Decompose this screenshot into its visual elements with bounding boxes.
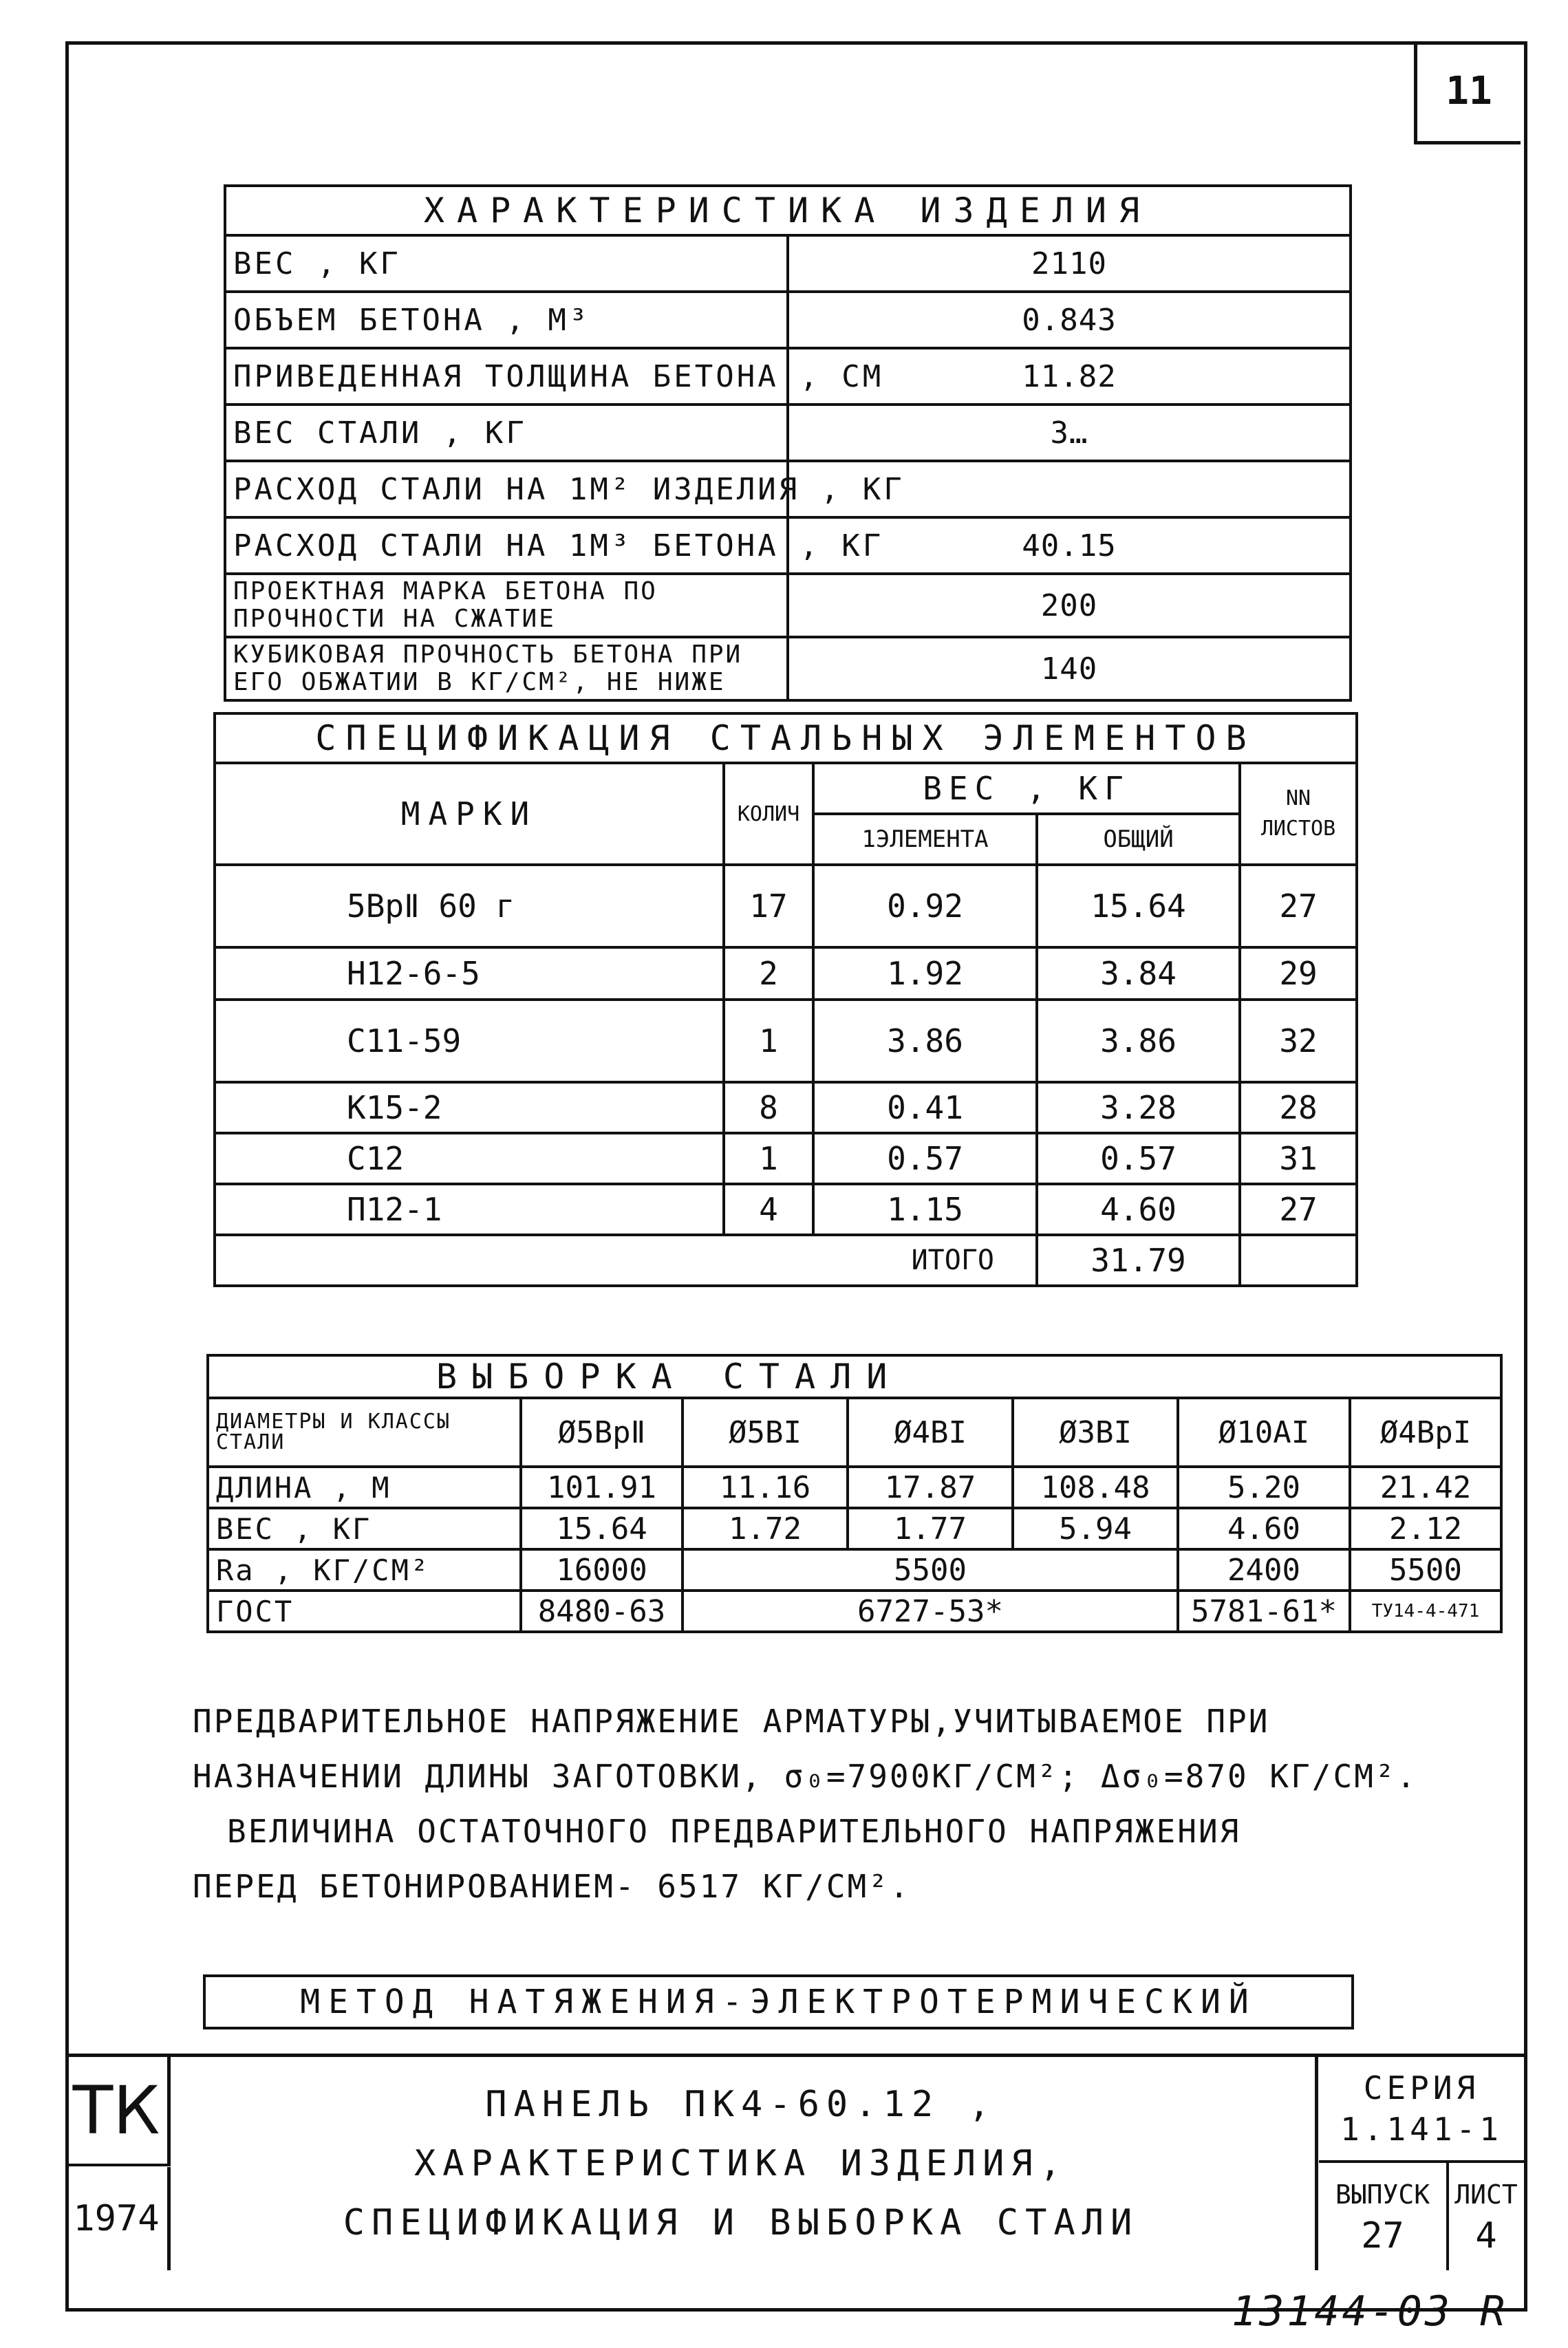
spec-qty: 2 — [724, 947, 813, 1000]
steel-col: Ø5ВрⅡ — [521, 1398, 683, 1467]
spec-mark: К15-2 — [215, 1082, 724, 1133]
steel-weight-label: ВЕС , КГ — [208, 1508, 521, 1549]
steel-cell: 15.64 — [521, 1508, 683, 1549]
steel-length-label: ДЛИНА , М — [208, 1467, 521, 1508]
spec-total-empty — [1240, 1235, 1357, 1286]
spec-total-value: 31.79 — [1037, 1235, 1240, 1286]
steel-cell: 5500 — [683, 1549, 1178, 1591]
spec-header-sheets: NN ЛИСТОВ — [1240, 763, 1357, 865]
spec-qty: 1 — [724, 1133, 813, 1184]
char-value: 3… — [788, 405, 1351, 461]
char-value: 140 — [788, 637, 1351, 700]
table-row — [208, 1467, 1501, 1508]
year: 1974 — [65, 2167, 171, 2270]
spec-sheet: 31 — [1240, 1133, 1357, 1184]
steel-cell: 5.94 — [1013, 1508, 1178, 1549]
spec-one: 3.86 — [813, 1000, 1037, 1082]
steel-ra-label: Rа , КГ/СМ² — [208, 1549, 521, 1591]
steel-cell: 1.77 — [848, 1508, 1013, 1549]
table-row — [225, 348, 1351, 405]
char-value: 2110 — [788, 235, 1351, 292]
spec-total-label: ИТОГО — [215, 1235, 1037, 1286]
steel-title: ВЫБОРКА СТАЛИ — [208, 1355, 1501, 1398]
note-line: НАЗНАЧЕНИИ ДЛИНЫ ЗАГОТОВКИ, σ₀=7900КГ/СМ²; Δσ₀=870 КГ/СМ². — [193, 1758, 1418, 1795]
drawing-title — [167, 2057, 1318, 2270]
table-row — [225, 574, 1351, 637]
sheet-box — [1448, 2160, 1524, 2270]
note-line: ПРЕДВАРИТЕЛЬНОЕ НАПРЯЖЕНИЕ АРМАТУРЫ,УЧИТЫВАЕМОЕ ПРИ — [193, 1703, 1270, 1740]
issue-box — [1319, 2160, 1449, 2270]
spec-one: 1.15 — [813, 1184, 1037, 1235]
spec-mark: П12-1 — [215, 1184, 724, 1235]
char-label: ОБЪЕМ БЕТОНА , М³ — [225, 292, 788, 348]
title-line: СПЕЦИФИКАЦИЯ И ВЫБОРКА СТАЛИ — [343, 2202, 1139, 2243]
char-label: ВЕС СТАЛИ , КГ — [225, 405, 788, 461]
steel-table — [206, 1354, 1503, 1633]
spec-total: 4.60 — [1037, 1184, 1240, 1235]
steel-cell: 6727-53* — [683, 1591, 1178, 1632]
note-line: ПЕРЕД БЕТОНИРОВАНИЕМ- 6517 КГ/СМ². — [193, 1868, 911, 1905]
steel-cell: 16000 — [521, 1549, 683, 1591]
spec-mark: 5ВрⅡ 60 г — [215, 865, 724, 947]
tension-method: МЕТОД НАТЯЖЕНИЯ-ЭЛЕКТРОТЕРМИЧЕСКИЙ — [203, 1974, 1354, 2029]
spec-total: 3.84 — [1037, 947, 1240, 1000]
table-row — [225, 235, 1351, 292]
spec-qty: 8 — [724, 1082, 813, 1133]
spec-qty: 1 — [724, 1000, 813, 1082]
spec-one: 0.41 — [813, 1082, 1037, 1133]
note-line: ВЕЛИЧИНА ОСТАТОЧНОГО ПРЕДВАРИТЕЛЬНОГО НАПРЯЖЕНИЯ — [227, 1813, 1241, 1850]
char-value: 200 — [788, 574, 1351, 637]
steel-cell: 17.87 — [848, 1467, 1013, 1508]
steel-cell: 4.60 — [1178, 1508, 1350, 1549]
spec-total: 3.28 — [1037, 1082, 1240, 1133]
spec-mark: Н12-6-5 — [215, 947, 724, 1000]
table-row — [208, 1508, 1501, 1549]
spec-mark: С11-59 — [215, 1000, 724, 1082]
steel-cell: 11.16 — [683, 1467, 848, 1508]
spec-one: 1.92 — [813, 947, 1037, 1000]
steel-cell: ТУ14-4-471 — [1350, 1591, 1501, 1632]
sheet-value: 4 — [1475, 2215, 1497, 2257]
char-label: РАСХОД СТАЛИ НА 1М³ БЕТОНА , КГ — [225, 517, 788, 574]
steel-cell: 8480-63 — [521, 1591, 683, 1632]
table-row — [208, 1549, 1501, 1591]
char-label: РАСХОД СТАЛИ НА 1М² ИЗДЕЛИЯ , КГ — [225, 461, 788, 517]
steel-cell: 101.91 — [521, 1467, 683, 1508]
spec-table — [213, 712, 1358, 1287]
steel-cell: 5.20 — [1178, 1467, 1350, 1508]
steel-col: Ø4ВI — [848, 1398, 1013, 1467]
table-row — [215, 1000, 1357, 1082]
table-row — [215, 1184, 1357, 1235]
spec-sheet: 27 — [1240, 865, 1357, 947]
table-row — [225, 517, 1351, 574]
char-label: ВЕС , КГ — [225, 235, 788, 292]
series-value: 1.141-1 — [1340, 2111, 1503, 2148]
spec-title: СПЕЦИФИКАЦИЯ СТАЛЬНЫХ ЭЛЕМЕНТОВ — [215, 713, 1357, 763]
spec-total: 0.57 — [1037, 1133, 1240, 1184]
inventory-number: 13144-03 R — [1232, 2287, 1508, 2336]
spec-total: 15.64 — [1037, 865, 1240, 947]
title-line: ХАРАКТЕРИСТИКА ИЗДЕЛИЯ, — [414, 2143, 1068, 2184]
table-row — [215, 1235, 1357, 1286]
table-row — [215, 1082, 1357, 1133]
steel-cell: 5781-61* — [1178, 1591, 1350, 1632]
steel-cell: 1.72 — [683, 1508, 848, 1549]
spec-header-total: ОБЩИЙ — [1037, 814, 1240, 865]
characteristics-title: ХАРАКТЕРИСТИКА ИЗДЕЛИЯ — [225, 186, 1351, 235]
steel-cell: 2.12 — [1350, 1508, 1501, 1549]
table-row — [225, 292, 1351, 348]
characteristics-table — [224, 184, 1352, 702]
spec-total: 3.86 — [1037, 1000, 1240, 1082]
steel-header-label: ДИАМЕТРЫ И КЛАССЫ СТАЛИ — [208, 1398, 521, 1467]
spec-one: 0.92 — [813, 865, 1037, 947]
page-number: 11 — [1414, 41, 1521, 144]
steel-col: Ø10АI — [1178, 1398, 1350, 1467]
spec-mark: С12 — [215, 1133, 724, 1184]
title-line: ПАНЕЛЬ ПК4-60.12 , — [485, 2084, 997, 2125]
char-value: 11.82 — [788, 348, 1351, 405]
spec-header-one: 1ЭЛЕМЕНТА — [813, 814, 1037, 865]
steel-cell: 2400 — [1178, 1549, 1350, 1591]
table-row — [225, 637, 1351, 700]
issue-value: 27 — [1361, 2215, 1404, 2257]
spec-header-qty: КОЛИЧ — [724, 763, 813, 865]
title-block — [65, 2054, 1524, 2270]
spec-qty: 4 — [724, 1184, 813, 1235]
table-row — [215, 947, 1357, 1000]
table-row — [225, 405, 1351, 461]
sheet-label: ЛИСТ — [1454, 2179, 1518, 2210]
spec-one: 0.57 — [813, 1133, 1037, 1184]
steel-col: Ø3ВI — [1013, 1398, 1178, 1467]
char-label: ПРОЕКТНАЯ МАРКА БЕТОНА ПО ПРОЧНОСТИ НА СЖАТИЕ — [225, 574, 788, 637]
steel-cell: 5500 — [1350, 1549, 1501, 1591]
table-row — [225, 461, 1351, 517]
steel-cell: 21.42 — [1350, 1467, 1501, 1508]
table-row — [215, 1133, 1357, 1184]
series-label: СЕРИЯ — [1363, 2069, 1480, 2107]
spec-header-marks: МАРКИ — [215, 763, 724, 865]
series-box — [1319, 2057, 1524, 2163]
spec-sheet: 32 — [1240, 1000, 1357, 1082]
table-row — [208, 1591, 1501, 1632]
spec-sheet: 29 — [1240, 947, 1357, 1000]
issue-label: ВЫПУСК — [1335, 2179, 1430, 2210]
char-label: КУБИКОВАЯ ПРОЧНОСТЬ БЕТОНА ПРИ ЕГО ОБЖАТИИ В КГ/СМ², НЕ НИЖЕ — [225, 637, 788, 700]
spec-qty: 17 — [724, 865, 813, 947]
spec-sheet: 27 — [1240, 1184, 1357, 1235]
char-value: 40.15 — [788, 517, 1351, 574]
steel-col: Ø5ВI — [683, 1398, 848, 1467]
table-row — [215, 865, 1357, 947]
char-value: 0.843 — [788, 292, 1351, 348]
steel-cell: 108.48 — [1013, 1467, 1178, 1508]
org-code: ТК — [65, 2057, 171, 2166]
spec-header-weight: ВЕС , КГ — [813, 763, 1240, 814]
spec-sheet: 28 — [1240, 1082, 1357, 1133]
char-label: ПРИВЕДЕННАЯ ТОЛЩИНА БЕТОНА , СМ — [225, 348, 788, 405]
steel-col: Ø4ВрI — [1350, 1398, 1501, 1467]
steel-gost-label: ГОСТ — [208, 1591, 521, 1632]
